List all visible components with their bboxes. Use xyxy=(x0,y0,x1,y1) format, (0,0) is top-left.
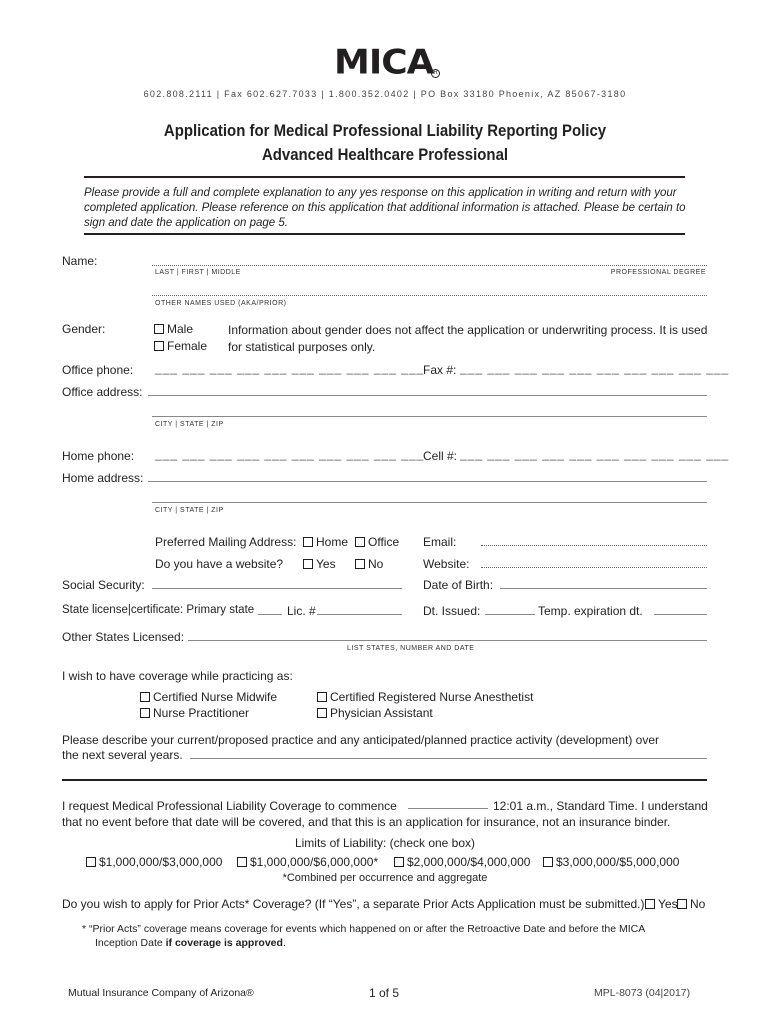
checkbox-icon[interactable] xyxy=(303,537,313,547)
name-sub-left: LAST | FIRST | MIDDLE xyxy=(155,269,241,276)
coverage-option-crna[interactable] xyxy=(317,690,533,704)
request-text-3: that no event before that date will be covered, and that this is an application for insurance, not an insurance binder. xyxy=(62,815,671,829)
home-address-field[interactable] xyxy=(148,481,707,482)
issued-field[interactable] xyxy=(485,614,535,615)
email-label: Email: xyxy=(423,535,457,549)
divider-intro xyxy=(84,233,685,235)
home-csz-field[interactable] xyxy=(152,502,707,503)
female-label: Female xyxy=(167,339,208,353)
issued-label: Dt. Issued: xyxy=(423,604,481,618)
license-label: State license|certificate: Primary state xyxy=(62,604,255,616)
limit-option-3[interactable] xyxy=(394,855,530,869)
checkbox-icon[interactable] xyxy=(154,324,164,334)
checkbox-icon[interactable] xyxy=(645,899,655,909)
coverage-option-label: Certified Nurse Midwife xyxy=(153,690,278,704)
website-no-option[interactable] xyxy=(355,557,383,571)
limits-note: *Combined per occurrence and aggregate xyxy=(282,872,488,884)
prior-acts-note-cont xyxy=(95,937,286,949)
gender-note: Information about gender does not affect the application or underwriting process. It is used for statistical purposes only. xyxy=(228,323,708,354)
checkbox-icon[interactable] xyxy=(543,857,553,867)
dob-label: Date of Birth: xyxy=(423,578,494,592)
office-csz-sub: CITY | STATE | ZIP xyxy=(155,421,224,428)
footer-company: Mutual Insurance Company of Arizona® xyxy=(68,987,254,999)
divider-top xyxy=(84,176,685,178)
temp-expiration-label: Temp. expiration dt. xyxy=(538,604,643,618)
note-period: . xyxy=(282,937,286,949)
coverage-option-np[interactable] xyxy=(140,706,249,720)
coverage-option-pa[interactable] xyxy=(317,706,433,720)
practice-question-cont: the next several years. xyxy=(62,748,183,762)
checkbox-icon[interactable] xyxy=(237,857,247,867)
form-title: Application for Medical Professional Liability Reporting Policy xyxy=(163,121,607,140)
prior-acts-note: * “Prior Acts” coverage means coverage for events which happened on or after the Retroactive Date and before the MICA xyxy=(82,923,646,935)
fax-label: Fax #: xyxy=(423,363,457,377)
limit-option-label: $1,000,000/$6,000,000* xyxy=(250,855,379,869)
other-states-sub: LIST STATES, NUMBER AND DATE xyxy=(347,645,475,652)
office-csz-field[interactable] xyxy=(152,416,707,417)
cell-field[interactable]: ___ ___ ___ ___ ___ ___ ___ ___ ___ ___ xyxy=(460,447,730,461)
other-states-label: Other States Licensed: xyxy=(62,630,185,644)
lic-number-label: Lic. # xyxy=(287,604,316,618)
divider-practice xyxy=(62,779,707,781)
checkbox-icon[interactable] xyxy=(140,692,150,702)
website-field[interactable] xyxy=(481,567,707,568)
prior-acts-no-label: No xyxy=(690,897,706,911)
office-address-label: Office address: xyxy=(62,385,143,399)
footer-form-number: MPL-8073 (04|2017) xyxy=(594,987,691,999)
gender-female-option[interactable] xyxy=(154,339,207,353)
office-phone-field[interactable]: ___ ___ ___ ___ ___ ___ ___ ___ ___ ___ xyxy=(155,361,425,375)
fax-field[interactable]: ___ ___ ___ ___ ___ ___ ___ ___ ___ ___ xyxy=(460,361,730,375)
practice-question: Please describe your current/proposed practice and any anticipated/planned practice activity (development) over xyxy=(62,733,659,747)
note-emphasis: if coverage is approved xyxy=(165,937,283,949)
checkbox-icon[interactable] xyxy=(154,341,164,351)
form-subtitle: Advanced Healthcare Professional xyxy=(261,145,509,164)
website-yes-label: Yes xyxy=(316,557,336,571)
mailing-office-option[interactable] xyxy=(355,535,399,549)
checkbox-icon[interactable] xyxy=(303,559,313,569)
coverage-option-label: Physician Assistant xyxy=(330,706,433,720)
coverage-option-cnm[interactable] xyxy=(140,690,277,704)
website-yes-option[interactable] xyxy=(303,557,336,571)
checkbox-icon[interactable] xyxy=(140,708,150,718)
note-text: Inception Date xyxy=(95,937,166,949)
dob-field[interactable] xyxy=(500,588,707,589)
registered-mark-icon: R xyxy=(431,69,440,78)
other-states-field[interactable] xyxy=(188,640,707,641)
limits-title: Limits of Liability: (check one box) xyxy=(294,836,476,850)
male-label: Male xyxy=(167,322,194,336)
practice-field[interactable] xyxy=(190,758,707,759)
temp-expiration-field[interactable] xyxy=(654,614,707,615)
limit-option-4[interactable] xyxy=(543,855,679,869)
prior-acts-yes-label: Yes xyxy=(658,897,678,911)
limit-option-1[interactable] xyxy=(86,855,222,869)
home-address-label: Home address: xyxy=(62,471,144,485)
home-csz-sub: CITY | STATE | ZIP xyxy=(155,507,224,514)
coverage-option-label: Certified Registered Nurse Anesthetist xyxy=(330,690,534,704)
ssn-field[interactable] xyxy=(152,588,402,589)
lic-number-field[interactable] xyxy=(317,614,402,615)
limit-option-label: $1,000,000/$3,000,000 xyxy=(99,855,223,869)
office-phone-label: Office phone: xyxy=(62,363,134,377)
footer-page: 1 of 5 xyxy=(369,986,400,1000)
home-phone-label: Home phone: xyxy=(62,449,135,463)
ssn-label: Social Security: xyxy=(62,578,145,592)
mailing-home-option[interactable] xyxy=(303,535,348,549)
request-text-2: 12:01 a.m., Standard Time. I understand xyxy=(493,799,708,813)
coverage-question: I wish to have coverage while practicing as: xyxy=(62,669,293,683)
website-no-label: No xyxy=(368,557,384,571)
checkbox-icon[interactable] xyxy=(355,559,365,569)
limit-option-2[interactable] xyxy=(237,855,378,869)
contact-line: 602.808.2111 | Fax 602.627.7033 | 1.800.352.0402 | PO Box 33180 Phoenix, AZ 85067-3180 xyxy=(143,89,627,99)
prior-acts-yes-option[interactable] xyxy=(645,897,678,911)
email-field[interactable] xyxy=(481,545,707,546)
gender-male-option[interactable] xyxy=(154,322,193,336)
home-phone-field[interactable]: ___ ___ ___ ___ ___ ___ ___ ___ ___ ___ xyxy=(155,447,425,461)
checkbox-icon[interactable] xyxy=(317,692,327,702)
prior-acts-no-option[interactable] xyxy=(677,897,705,911)
checkbox-icon[interactable] xyxy=(677,899,687,909)
name-field[interactable] xyxy=(152,265,707,266)
prior-acts-question: Do you wish to apply for Prior Acts* Coverage? (If “Yes”, a separate Prior Acts Application must be submitted.) xyxy=(62,897,645,911)
primary-state-field[interactable] xyxy=(258,614,282,615)
mailing-label: Preferred Mailing Address: xyxy=(155,535,297,549)
checkbox-icon[interactable] xyxy=(394,857,404,867)
commence-date-field[interactable] xyxy=(408,808,488,809)
limit-option-label: $2,000,000/$4,000,000 xyxy=(407,855,531,869)
mailing-home-label: Home xyxy=(316,535,349,549)
other-names-sub: OTHER NAMES USED (AKA/PRIOR) xyxy=(155,300,287,307)
website-label: Website: xyxy=(423,557,470,571)
limit-option-label: $3,000,000/$5,000,000 xyxy=(556,855,680,869)
cell-label: Cell #: xyxy=(423,449,458,463)
mica-logo: MICA xyxy=(334,43,434,82)
intro-text: Please provide a full and complete explanation to any yes response on this application in writing and return with your completed application. Please reference on this application that additional information is attached. Please be certain to sign and date the application on page 5. xyxy=(84,187,686,229)
mailing-office-label: Office xyxy=(368,535,400,549)
checkbox-icon[interactable] xyxy=(317,708,327,718)
degree-sub: PROFESSIONAL DEGREE xyxy=(610,269,706,276)
other-names-field[interactable] xyxy=(152,295,707,296)
request-text-1: I request Medical Professional Liability Coverage to commence xyxy=(62,799,397,813)
coverage-option-label: Nurse Practitioner xyxy=(153,706,250,720)
checkbox-icon[interactable] xyxy=(355,537,365,547)
gender-label: Gender: xyxy=(62,322,106,336)
checkbox-icon[interactable] xyxy=(86,857,96,867)
office-address-field[interactable] xyxy=(148,395,707,396)
website-question: Do you have a website? xyxy=(155,557,284,571)
name-label: Name: xyxy=(62,254,98,268)
